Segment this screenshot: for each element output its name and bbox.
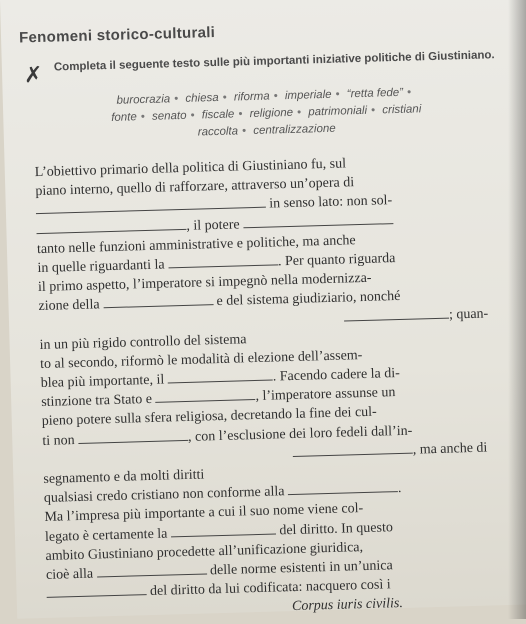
text-line: , il potere — [36, 207, 516, 240]
text-line: stinzione tra Stato e , l’imperatore assunse un — [41, 385, 396, 411]
text-line: L’obiettivo primario della politica di Giustiniano fu, sul — [34, 156, 347, 181]
word-bank-item: centralizzazione — [253, 122, 336, 137]
word-bank-item: fonte — [111, 111, 137, 124]
word-bank-item: fiscale — [201, 108, 235, 122]
text-line: ti non , con l’esclusione dei loro fedeli dall’in- — [42, 423, 413, 449]
exercise-text — [35, 150, 526, 624]
text-line: zione della e del sistema giudiziario, nonché — [38, 289, 401, 315]
text-line: il primo aspetto, l’imperatore si impegnò nella modernizza- — [37, 270, 372, 296]
text-line: in senso lato: non sol- — [36, 188, 516, 221]
fill-blank[interactable] — [155, 387, 255, 403]
text-line: in un più rigido controllo del sistema — [39, 331, 247, 353]
page-edge-shadow — [508, 0, 526, 619]
text-line: segnamento e da molti diritti — [43, 467, 205, 487]
word-bank-item: imperiale — [284, 88, 332, 103]
exercise-instruction — [23, 48, 514, 88]
word-bank: burocrazia • chiesa • riforma • imperiale • “retta fede” • fonte • senato • fiscale • religione • patrimoniali • cristiani raccolta • centralizzazione — [111, 86, 422, 139]
text-line: legato è certamente la del diritto. In questo — [44, 519, 394, 545]
text-line: cioè alla delle norme esistenti in un’unica — [45, 558, 393, 583]
fill-blank[interactable] — [293, 440, 413, 456]
word-bank-item: cristiani — [382, 103, 422, 117]
word-bank-item: senato — [151, 109, 187, 123]
fill-blank[interactable] — [96, 561, 206, 577]
word-bank-item: burocrazia — [116, 93, 171, 107]
fill-blank[interactable] — [171, 521, 276, 537]
text-line: blea più importante, il . Facendo cadere la di- — [40, 366, 401, 392]
text-line: del diritto da lui codificata: nacquero così i — [46, 572, 526, 605]
text-line: tanto nelle funzioni amministrative e politiche, ma anche — [36, 232, 356, 257]
text-line: in quelle riguardanti la . Per quanto riguarda — [37, 251, 396, 276]
text-line: ; quan- — [39, 303, 519, 336]
word-bank-item: chiesa — [185, 91, 219, 105]
text-line: pieno potere sulla sfera religiosa, decretando la fine dei cul- — [41, 405, 377, 430]
fill-blank[interactable] — [288, 479, 398, 495]
fill-blank[interactable] — [78, 428, 188, 444]
text-line: piano interno, quello di rafforzare, attraverso un’opera di — [35, 175, 355, 200]
word-bank-item: raccolta — [197, 125, 239, 139]
text-line: Ma l’impresa più importante a cui il suo nome viene col- — [44, 501, 364, 526]
text-line: qualsiasi credo cristiano non conforme alla . — [43, 481, 402, 507]
word-bank-item: “retta fede” — [346, 86, 404, 101]
text-line: Corpus iuris civilis. — [291, 596, 404, 615]
text-line: ambito Giustiniano procedette all’unificazione giuridica, — [45, 539, 364, 564]
section-title: Fenomeni storico-culturali — [18, 24, 216, 47]
checkmark-icon: ✗ — [23, 61, 43, 88]
word-bank-item: patrimoniali — [308, 104, 368, 119]
fill-blank[interactable] — [168, 252, 278, 268]
text-line: , ma anche di — [43, 437, 523, 470]
fill-blank[interactable] — [243, 211, 393, 228]
fill-blank[interactable] — [103, 292, 213, 308]
text-line: to al secondo, riformò le modalità di elezione dell’assem- — [39, 347, 363, 372]
instruction-text: Completa il seguente testo sulle più importanti iniziative politiche di Giustiniano. — [53, 49, 495, 74]
fill-blank[interactable] — [344, 305, 449, 321]
fill-blank[interactable] — [36, 216, 186, 233]
word-bank-item: riforma — [233, 90, 270, 104]
fill-blank[interactable] — [168, 368, 273, 384]
fill-blank[interactable] — [46, 582, 146, 598]
word-bank-item: religione — [249, 106, 294, 121]
